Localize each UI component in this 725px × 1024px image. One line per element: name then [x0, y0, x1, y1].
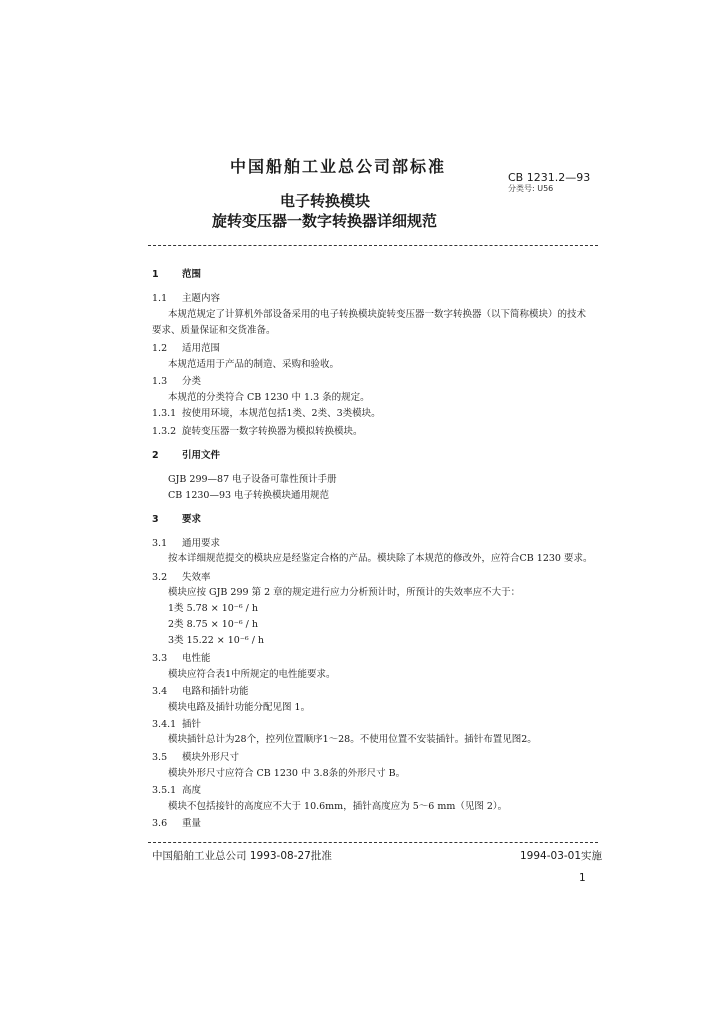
section-3-5-paragraph: 模块外形尺寸应符合 CB 1230 中 3.8条的外形尺寸 B。	[168, 768, 406, 779]
section-3-5-1-paragraph: 模块不包括接针的高度应不大于 10.6mm，插针高度应为 5～6 mm（见图 2）。	[168, 801, 508, 812]
section-1-3-2: 1.3.2 旋转变压器一数字转换器为模拟转换模块。	[152, 426, 363, 437]
section-1-1-heading: 1.1 主题内容	[152, 293, 221, 304]
implementation-date: 1994-03-01实施	[520, 850, 603, 862]
section-3-1-paragraph: 按本详细规范提交的模块应是经鉴定合格的产品。模块除了本规范的修改外，应符合CB 1230 要求。	[168, 553, 593, 564]
section-3-3-paragraph: 模块应符合表1中所规定的电性能要求。	[168, 669, 336, 680]
title-line-1: 电子转换模块	[280, 192, 371, 210]
footer-rule	[148, 842, 598, 843]
org-standard: 中国船舶工业总公司部标准	[230, 157, 447, 176]
approval-statement: 中国船舶工业总公司 1993-08-27批准	[152, 850, 332, 862]
section-3-4-heading: 3.4 电路和插针功能	[152, 686, 249, 697]
section-1-1-paragraph-line2: 要求、质量保证和交货准备。	[152, 325, 276, 336]
section-3-4-paragraph: 模块电路及插针功能分配见图 1。	[168, 702, 311, 713]
section-3-2-heading: 3.2 失效率	[152, 572, 211, 583]
header-rule	[148, 245, 598, 246]
section-1-3-heading: 1.3 分类	[152, 376, 202, 387]
section-2-heading: 2 引用文件	[152, 450, 221, 461]
section-3-6-heading: 3.6 重量	[152, 818, 202, 829]
failure-rate-class-2: 2类 8.75 × 10⁻⁶ / h	[168, 619, 258, 630]
failure-rate-class-1: 1类 5.78 × 10⁻⁶ / h	[168, 603, 258, 614]
title-line-2: 旋转变压器一数字转换器详细规范	[212, 212, 438, 230]
reference-2: CB 1230—93 电子转换模块通用规范	[168, 490, 330, 501]
section-3-heading: 3 要求	[152, 514, 202, 525]
reference-1: GJB 299—87 电子设备可靠性预计手册	[168, 474, 337, 485]
failure-rate-class-3: 3类 15.22 × 10⁻⁶ / h	[168, 635, 265, 646]
section-1-2-paragraph: 本规范适用于产品的制造、采购和验收。	[168, 359, 340, 370]
standard-code: CB 1231.2—93	[508, 171, 591, 184]
section-1-2-heading: 1.2 适用范围	[152, 343, 221, 354]
section-3-2-paragraph: 模块应按 GJB 299 第 2 章的规定进行应力分析预计时，所预计的失效率应不大于：	[168, 587, 521, 598]
section-1-3-1: 1.3.1 按使用环境，本规范包括1类、2类、3类模块。	[152, 408, 381, 419]
classification-number: 分类号: U56	[508, 184, 554, 193]
page-number: 1	[579, 872, 586, 884]
section-3-4-1-heading: 3.4.1 插针	[152, 719, 202, 730]
section-3-3-heading: 3.3 电性能	[152, 653, 211, 664]
section-1-heading: 1 范围	[152, 269, 202, 280]
section-3-1-heading: 3.1 通用要求	[152, 538, 221, 549]
section-3-5-1-heading: 3.5.1 高度	[152, 785, 202, 796]
section-3-4-1-paragraph: 模块插针总计为28个，控列位置顺序1～28。不使用位置不安装插针。插针布置见图2。	[168, 734, 537, 745]
section-1-1-paragraph-line1: 本规范规定了计算机外部设备采用的电子转换模块旋转变压器一数字转换器（以下简称模块）的技术	[168, 309, 587, 320]
section-1-3-paragraph: 本规范的分类符合 CB 1230 中 1.3 条的规定。	[168, 392, 370, 403]
section-3-5-heading: 3.5 模块外形尺寸	[152, 752, 240, 763]
